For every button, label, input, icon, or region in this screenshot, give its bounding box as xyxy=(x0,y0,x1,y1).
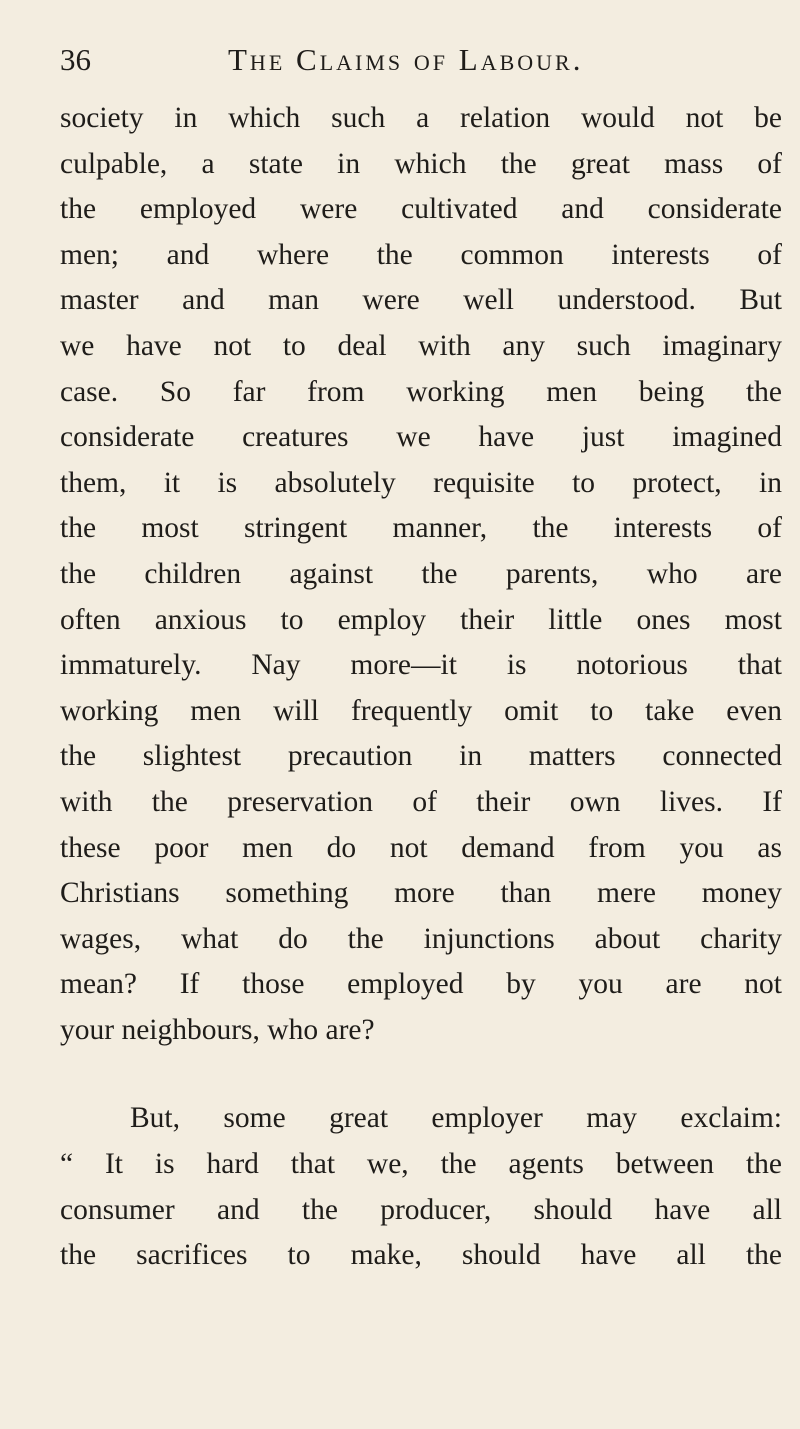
text-line: we have not to deal with any such imaginary xyxy=(60,329,782,362)
paragraph-2 xyxy=(60,1096,782,1278)
text-line: culpable, a state in which the great mass of xyxy=(60,147,782,180)
text-line: case. So far from working men being the xyxy=(60,375,782,408)
text-line: immaturely. Nay more—it is notorious that xyxy=(60,649,782,682)
text-line: them, it is absolutely requisite to protect, in xyxy=(60,466,782,499)
paragraph-1 xyxy=(60,96,782,1053)
running-title: The Claims of Labour. xyxy=(228,42,584,77)
text-line: mean? If those employed by you are not xyxy=(60,968,782,1001)
text-line: master and man were well understood. But xyxy=(60,284,782,317)
text-line: considerate creatures we have just imagined xyxy=(60,421,782,454)
text-line: with the preservation of their own lives. If xyxy=(60,785,782,818)
text-line: society in which such a relation would not be xyxy=(60,102,782,134)
text-line: often anxious to employ their little ones most xyxy=(60,603,782,636)
text-line: your neighbours, who are? xyxy=(60,1013,375,1046)
text-line: consumer and the producer, should have all xyxy=(60,1193,782,1226)
page-number: 36 xyxy=(60,42,91,77)
text-line: Christians something more than mere money xyxy=(60,877,782,910)
paragraph-spacer xyxy=(60,1053,782,1096)
text-line: the sacrifices to make, should have all the xyxy=(60,1239,782,1272)
text-line: wages, what do the injunctions about charity xyxy=(60,922,782,955)
text-line: the slightest precaution in matters connected xyxy=(60,740,782,773)
body-text xyxy=(60,96,782,1279)
text-line: the children against the parents, who are xyxy=(60,557,782,590)
running-head xyxy=(60,42,760,92)
text-line: these poor men do not demand from you as xyxy=(60,831,782,864)
text-line: the employed were cultivated and considerate xyxy=(60,193,782,226)
text-line: But, some great employer may exclaim: xyxy=(130,1102,782,1135)
text-line: the most stringent manner, the interests of xyxy=(60,512,782,545)
text-line: men; and where the common interests of xyxy=(60,238,782,271)
text-line: working men will frequently omit to take even xyxy=(60,694,782,727)
text-line: “ It is hard that we, the agents between the xyxy=(60,1148,782,1181)
